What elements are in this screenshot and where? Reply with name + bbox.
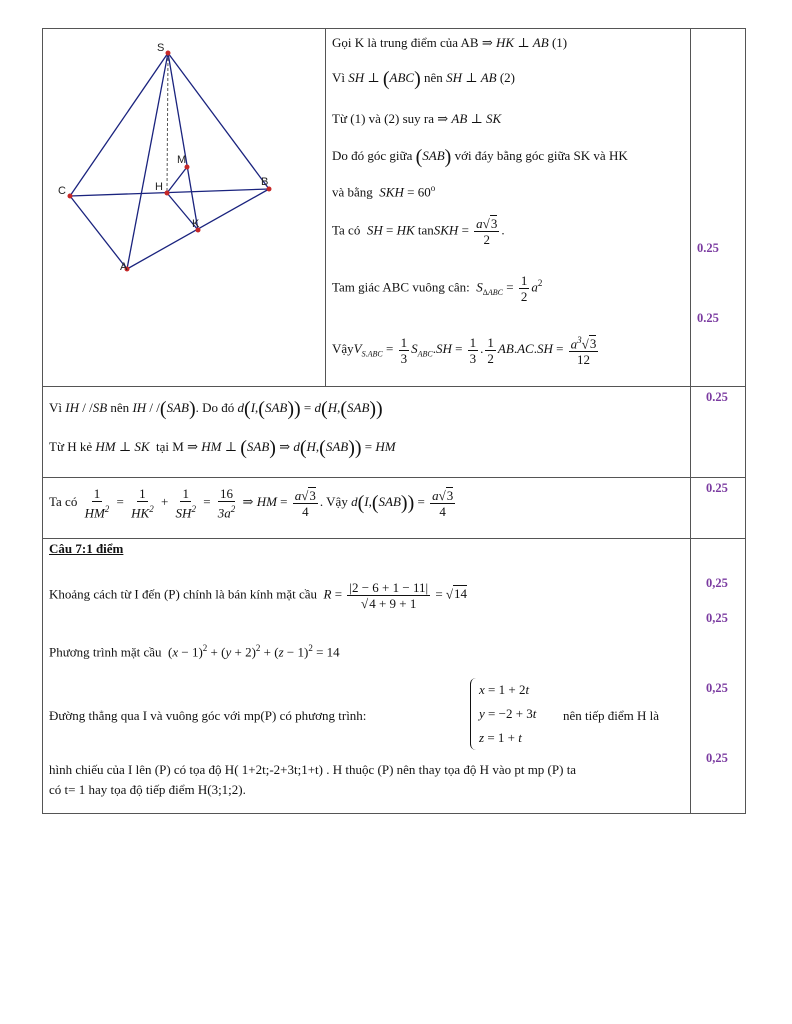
score-2: 0.25 [697,311,719,325]
s1-l8: Vậy [332,341,354,357]
s1-line-1: Gọi K là trung điểm của AB ⇒ HK ⊥ AB (1) [332,35,568,50]
edge-SA [127,53,168,269]
table-border-right [745,28,746,814]
s4-l1: Khoảng cách từ I đến (P) chính là bán kính mặt cầu [49,586,318,602]
s4-l3a: Đường thẳng qua I và vuông góc với mp(P) có phương trình: [49,708,367,723]
s4-line-2: Phương trình mặt cầu $(x - 1)^2 + (y + 2)^2 + (z - 1)^2 = 14$ [49,643,340,660]
point-S [166,51,171,56]
parametric-system [470,678,536,750]
s2-l1c: . Do đó [195,400,235,415]
score-3: 0.25 [706,390,728,404]
s4-line-5: có t= 1 hay tọa độ tiếp điểm H(3;1;2). [49,782,246,797]
s4-line-4: hình chiếu của I lên (P) có tọa độ H( 1+2t;-2+3t;1+t) . H thuộc (P) nên thay tọa độ H vào pt mp (P) ta [49,762,577,777]
s1-l7: Tam giác ABC vuông cân: [332,279,470,295]
label-K: K [192,218,200,230]
score-4: 0.25 [706,481,728,495]
s4-l2: Phương trình mặt cầu [49,644,162,660]
figure-column-divider [325,28,326,386]
eq-y: y = −2 + 3t [479,706,537,721]
s3-l1a: Ta có [49,494,78,510]
eq-x: x = 1 + 2t [479,682,530,697]
point-H [165,191,170,196]
edge-SB [168,53,269,189]
s1-l6: Ta có [332,222,361,238]
eq-z: z = 1 + t [479,730,522,745]
s1-line-8: VậyV$_{S.ABC}$ = $\frac{1}{3}$ $S_{ABC}.SH$ = $\frac{1}{3}$ . $\frac{1}{2}$ AB.AC.SH = $\frac{a^3√3}{12}$ [332,334,597,368]
s1-line-6: Ta có SH = HK tanSKH = $\frac{a√3}{2}$ . [332,216,505,247]
label-C: C [58,185,66,197]
score-1: 0.25 [697,241,719,255]
s1-line-3: Từ (1) và (2) suy ra ⇒ AB ⊥ SK [332,111,502,126]
s4-line-3b: nên tiếp điểm H là [563,708,660,723]
s2-line-2: Từ H kẻ HM ⊥ SK tại M ⇒ HM ⊥ (SAB) ⇒ d(H,(SAB)) = HM [49,437,396,460]
s1-l4b: với đáy bằng góc giữa SK và HK [454,148,628,163]
score-5: 0,25 [706,576,728,590]
label-S: S [157,42,165,54]
score-column-divider [690,28,691,814]
s1-l2b: nên [424,70,443,85]
s1-l2a: Vì [332,70,345,85]
point-C [68,194,73,199]
s1-l1-text: Gọi K là trung điểm của AB [332,35,479,50]
edge-CA [70,196,127,269]
segment-HM [167,167,187,193]
row-divider-2 [42,477,746,478]
row-divider-1 [42,386,746,387]
score-7: 0,25 [706,681,728,695]
s1-l4a: Do đó góc giữa [332,148,413,163]
label-M: M [177,154,187,166]
s4-line-3 [49,708,366,724]
s2-l2b: tại M [156,439,184,454]
s2-l1a: Vì [49,400,62,415]
s1-line-5: và bằng SKH = $60^o$ [332,183,436,200]
pyramid-figure [43,29,325,279]
question-7-title: Câu 7:1 điểm [49,541,124,556]
table-border-bottom [42,813,746,814]
s1-line-7: Tam giác ABC vuông cân: $S_{\Delta ABC}$ = $\frac{1}{2}$ $a^2$ [332,273,543,304]
s1-l3: Từ (1) và (2) suy ra [332,111,434,126]
s3-l1b: . Vậy [319,494,348,510]
segment-SH [167,53,168,193]
edge-SC [70,53,168,196]
s1-line-2: Vì SH ⊥ (ABC) nên SH ⊥ AB (2) [332,68,515,91]
label-B: B [261,176,269,188]
s2-line-1: Vì IH / /SB nên IH / /(SAB). Do đó d(I,(SAB)) = d(H,(SAB)) [49,398,383,421]
edge-SK [168,53,198,230]
label-A: A [120,261,128,273]
s3-line-1: Ta có $\frac{1}{HM^2}$ = $\frac{1}{HK^2}$ + $\frac{1}{SH^2}$ = $\frac{16}{3a^2}$ ⇒ HM = $\frac{a√3}{4}$ . Vậy d(I,(SAB)) = $\frac{a√3}{4}$ [49,486,454,521]
s4-line-1: Khoảng cách từ I đến (P) chính là bán kính mặt cầu R = $\frac{|2 - 6 + 1 - 11|}{√4 + 9 + 1}$ = √14 [49,580,468,611]
score-6: 0,25 [706,611,728,625]
s2-l1b: nên [110,400,130,415]
s2-l2a: Từ H kẻ [49,439,93,454]
s1-line-4: Do đó góc giữa (SAB) với đáy bằng góc giữa SK và HK [332,146,628,169]
s1-l5: và bằng [332,184,373,200]
row-divider-3 [42,538,746,539]
score-8: 0,25 [706,751,728,765]
label-H: H [155,181,163,193]
